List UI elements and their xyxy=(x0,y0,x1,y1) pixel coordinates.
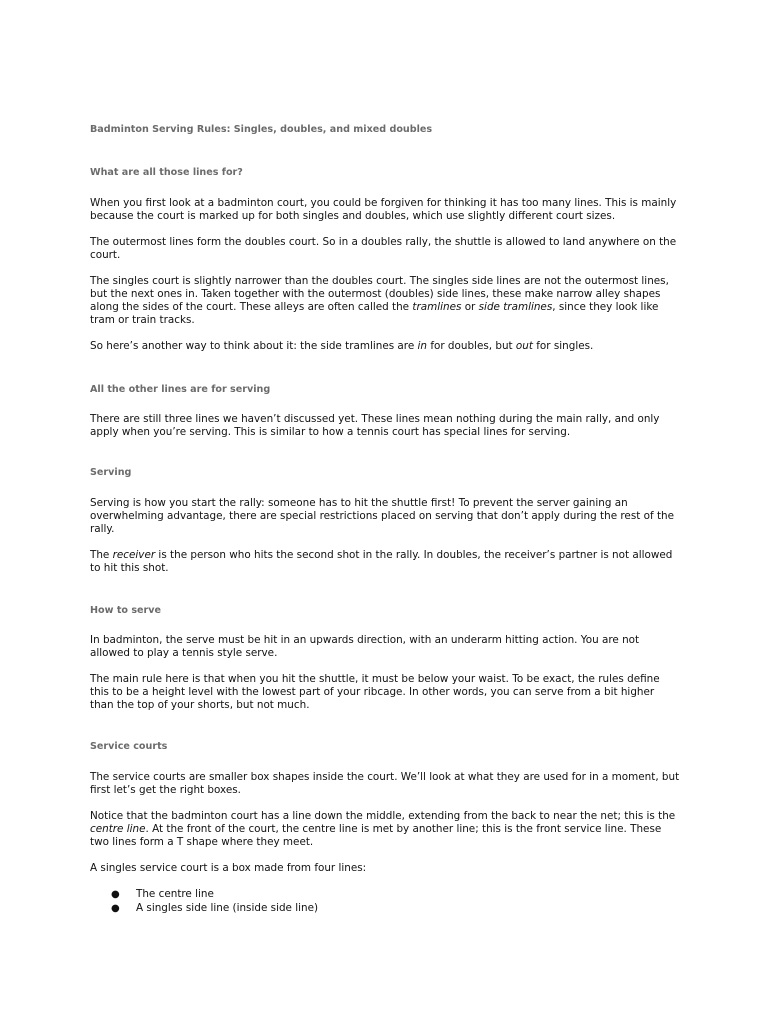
section-serving-lines xyxy=(90,384,680,452)
bullet-icon: ● xyxy=(111,903,120,914)
paragraph: A singles service court is a box made from four lines: xyxy=(90,862,367,874)
paragraph: There are still three lines we haven’t discussed yet. These lines mean nothing during the main rally, and only apply when you’re serving. This is similar to how a tennis court has special lines for serving. xyxy=(90,413,660,438)
bullet-list xyxy=(90,888,680,916)
paragraph: The service courts are smaller box shapes inside the court. We’ll look at what they are used for in a moment, but first let’s get the right boxes. xyxy=(90,771,680,796)
paragraph: So here’s another way to think about it: the side tramlines are in for doubles, but out for singles. xyxy=(90,340,594,352)
paragraph: When you first look at a badminton court, you could be forgiven for thinking it has too many lines. This is mainly because the court is marked up for both singles and doubles, which use slightly different court sizes. xyxy=(90,197,677,222)
section-heading: What are all those lines for? xyxy=(90,167,243,178)
bullet-icon: ● xyxy=(111,889,120,900)
list-item: ● The centre line xyxy=(111,888,214,900)
section-heading: All the other lines are for serving xyxy=(90,384,271,395)
paragraph: The main rule here is that when you hit the shuttle, it must be below your waist. To be exact, the rules define this to be a height level with the lowest part of your ribcage. In other words, you can serve from a bit higher than the top of your shorts, but not much. xyxy=(90,673,660,711)
section-heading: Serving xyxy=(90,467,132,478)
paragraph: The outermost lines form the doubles court. So in a doubles rally, the shuttle is allowed to land anywhere on the court. xyxy=(90,236,677,261)
paragraph: The singles court is slightly narrower than the doubles court. The singles side lines are not the outermost lines, but the next ones in. Taken together with the outermost (doubles) side lines, these make narrow alley shapes along the sides of the court. These alleys are often called the tramlines or side tramlines, since they look like tram or train tracks. xyxy=(90,275,669,326)
paragraph: The receiver is the person who hits the second shot in the rally. In doubles, the receiver’s partner is not allowed to hit this shot. xyxy=(90,549,673,574)
paragraph: Serving is how you start the rally: someone has to hit the shuttle first! To prevent the server gaining an overwhelming advantage, there are special restrictions placed on serving that don’t apply during the rest of the rally. xyxy=(90,497,674,535)
section-serving xyxy=(90,467,680,588)
section-heading: How to serve xyxy=(90,605,162,616)
page-title: Badminton Serving Rules: Singles, doubles, and mixed doubles xyxy=(90,124,433,135)
paragraph: Notice that the badminton court has a line down the middle, extending from the back to near the net; this is the centre line. At the front of the court, the centre line is met by another line; this is the front service line. These two lines form a T shape where they meet. xyxy=(90,810,676,848)
paragraph: In badminton, the serve must be hit in an upwards direction, with an underarm hitting action. You are not allowed to play a tennis style serve. xyxy=(90,634,640,659)
section-service-courts xyxy=(90,741,680,916)
section-how-to-serve xyxy=(90,605,680,725)
section-heading: Service courts xyxy=(90,741,168,752)
section-lines xyxy=(90,167,680,366)
list-item: ● A singles side line (inside side line) xyxy=(111,902,319,914)
